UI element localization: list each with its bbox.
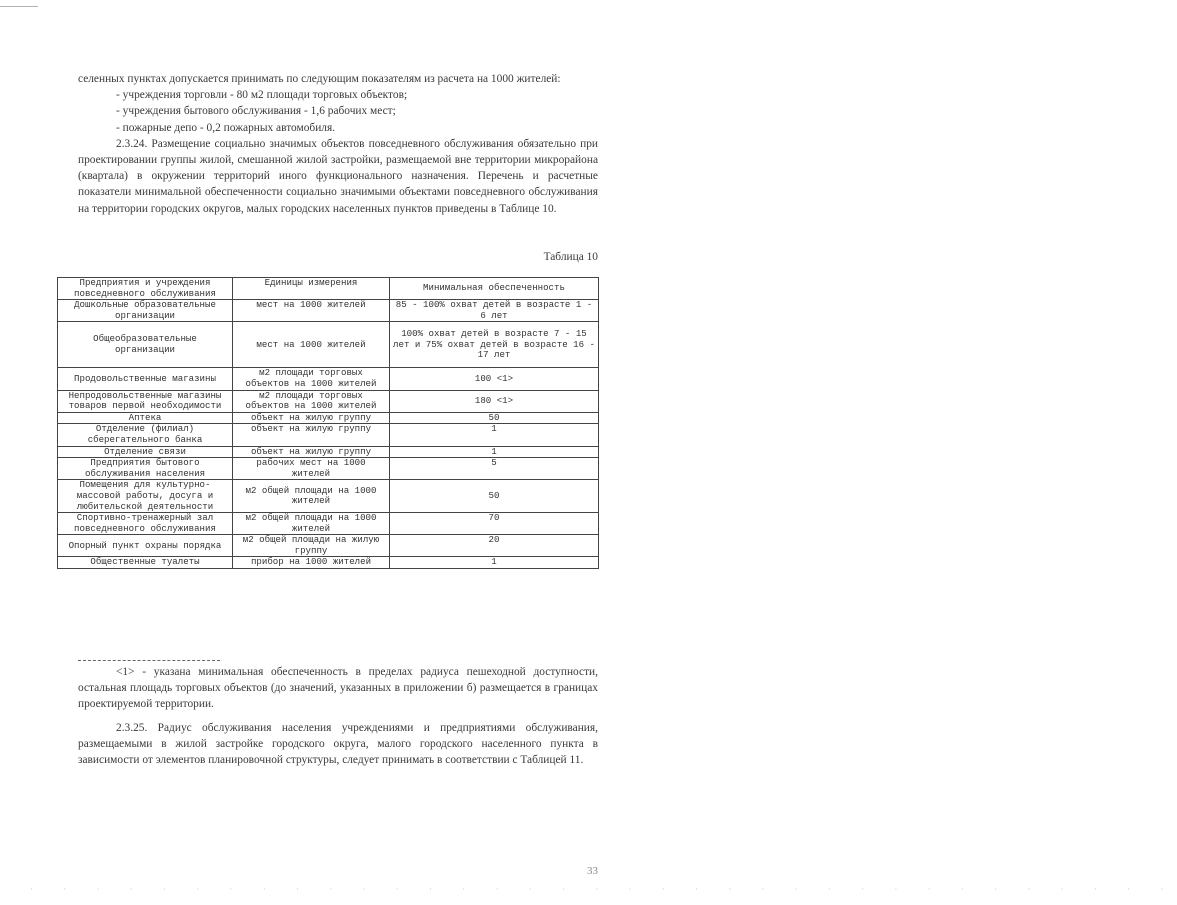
table-cell: м2 общей площади на 1000 жителей <box>233 513 390 535</box>
page-number: 33 <box>587 865 598 877</box>
norms-table <box>57 277 599 569</box>
footnote-separator <box>78 660 220 661</box>
column-header: Минимальная обеспеченность <box>390 278 599 300</box>
table-cell: Аптека <box>58 412 233 424</box>
list-item: - учреждения бытового обслуживания - 1,6 рабочих мест; <box>116 105 396 118</box>
table-row <box>58 300 599 322</box>
column-header: Предприятия и учреждения повседневного обслуживания <box>58 278 233 300</box>
table-cell: 85 - 100% охват детей в возрасте 1 - 6 лет <box>390 300 599 322</box>
table-header-row <box>58 278 599 300</box>
list-item: - пожарные депо - 0,2 пожарных автомобиля. <box>116 121 336 134</box>
table-row <box>58 368 599 390</box>
table-cell: м2 общей площади на 1000 жителей <box>233 480 390 513</box>
table-cell: Непродовольственные магазины товаров первой необходимости <box>58 390 233 412</box>
table-cell: м2 площади торговых объектов на 1000 жителей <box>233 390 390 412</box>
table-row <box>58 390 599 412</box>
table-cell: Опорный пункт охраны порядка <box>58 535 233 557</box>
table-cell: Дошкольные образовательные организации <box>58 300 233 322</box>
table-cell: м2 площади торговых объектов на 1000 жителей <box>233 368 390 390</box>
table-row <box>58 424 599 446</box>
table-row <box>58 322 599 368</box>
table-cell: объект на жилую группу <box>233 424 390 446</box>
table-cell: 50 <box>390 412 599 424</box>
footnote-block <box>78 664 598 713</box>
table-row <box>58 458 599 480</box>
table-row <box>58 446 599 458</box>
table-cell: 70 <box>390 513 599 535</box>
footnote-text: <1> - указана минимальная обеспеченность в пределах радиуса пешеходной доступности, остальная площадь торговых объектов (до значений, указанных в приложении б) размещается в границах проектируемой территории. <box>78 666 598 711</box>
table-cell: объект на жилую группу <box>233 446 390 458</box>
table-cell: Общественные туалеты <box>58 557 233 569</box>
table-cell: Помещения для культурно-массовой работы, досуга и любительской деятельности <box>58 480 233 513</box>
intro-paragraph: селенных пунктах допускается принимать по следующим показателям из расчета на 1000 жителей: <box>78 73 561 85</box>
table-row <box>58 412 599 424</box>
table-cell: объект на жилую группу <box>233 412 390 424</box>
table-cell: 1 <box>390 424 599 446</box>
section-2-3-25-block <box>78 720 598 769</box>
list-item: - учреждения торговли - 80 м2 площади торговых объектов; <box>116 89 408 102</box>
scan-noise-dots: · · · · · · · · · · · · · · · · · · · · · · · · · · · · · · · · · · · <box>30 884 1177 894</box>
table-cell: 20 <box>390 535 599 557</box>
corner-mark <box>0 6 38 7</box>
section-2-3-24-paragraph: 2.3.24. Размещение социально значимых объектов повседневного обслуживания обязательно при проектировании группы жилой, смешанной жилой застройки, размещаемой вне территории микрорайона (квартала) в окружении территорий иного функционального назначения. Перечень и расчетные показатели минимальной обеспеченности социально значимыми объектами повседневного обслуживания на территории городских округов, малых городских населенных пунктов приведены в Таблице 10. <box>78 137 598 215</box>
table-row <box>58 535 599 557</box>
table-cell: прибор на 1000 жителей <box>233 557 390 569</box>
table-cell: 1 <box>390 557 599 569</box>
table-cell: Отделение связи <box>58 446 233 458</box>
table-row <box>58 480 599 513</box>
table-cell: мест на 1000 жителей <box>233 300 390 322</box>
main-text-block <box>78 71 598 217</box>
table-cell: 50 <box>390 480 599 513</box>
table-cell: рабочих мест на 1000 жителей <box>233 458 390 480</box>
table-cell: Предприятия бытового обслуживания населения <box>58 458 233 480</box>
column-header: Единицы измерения <box>233 278 390 300</box>
table-cell: 180 <1> <box>390 390 599 412</box>
section-2-3-25-paragraph: 2.3.25. Радиус обслуживания населения учреждениями и предприятиями обслуживания, размещаемыми в жилой застройке городского округа, малого городского населенного пункта в зависимости от элементов планировочной структуры, следует принимать в соответствии с Таблицей 11. <box>78 722 598 767</box>
table-cell: 100 <1> <box>390 368 599 390</box>
table-caption: Таблица 10 <box>543 251 598 263</box>
table-cell: 1 <box>390 446 599 458</box>
table-row <box>58 557 599 569</box>
table-cell: Спортивно-тренажерный зал повседневного обслуживания <box>58 513 233 535</box>
table-cell: 100% охват детей в возрасте 7 - 15 лет и 75% охват детей в возрасте 16 - 17 лет <box>390 322 599 368</box>
table-cell: 5 <box>390 458 599 480</box>
table-cell: Отделение (филиал) сберегательного банка <box>58 424 233 446</box>
table-cell: Общеобразовательные организации <box>58 322 233 368</box>
table-cell: м2 общей площади на жилую группу <box>233 535 390 557</box>
table-cell: мест на 1000 жителей <box>233 322 390 368</box>
table-cell: Продовольственные магазины <box>58 368 233 390</box>
table-row <box>58 513 599 535</box>
